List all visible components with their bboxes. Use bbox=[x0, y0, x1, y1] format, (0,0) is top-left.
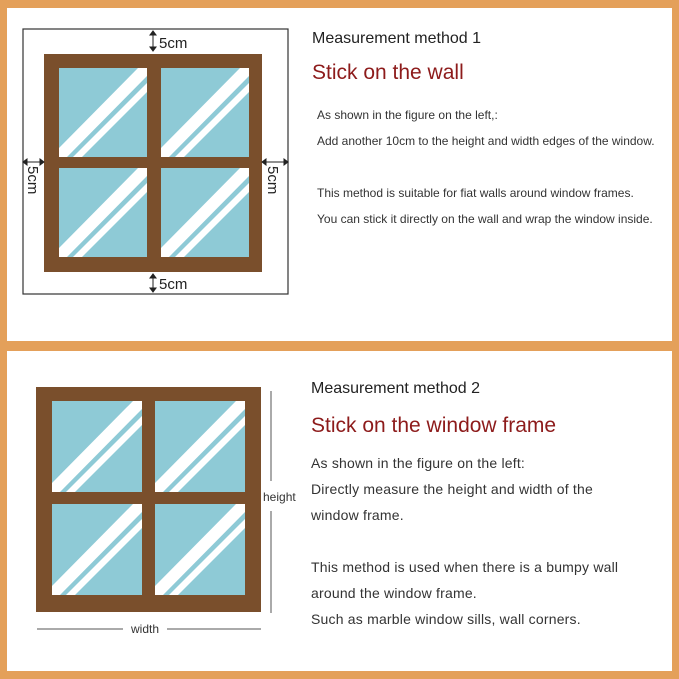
method-2-line-1: As shown in the figure on the left: bbox=[311, 455, 526, 471]
method-1-subtitle: Stick on the wall bbox=[312, 61, 464, 84]
glass-pane-top-right bbox=[161, 68, 249, 157]
method-2-line-3: window frame. bbox=[311, 507, 404, 523]
glass-pane-bottom-left bbox=[52, 504, 142, 595]
method-1-line-1: As shown in the figure on the left,: bbox=[317, 108, 498, 122]
width-label: width bbox=[131, 622, 160, 636]
glass-pane-bottom-left bbox=[59, 168, 147, 257]
glass-pane-bottom-right bbox=[161, 168, 249, 257]
method-1-line-4: You can stick it directly on the wall and wrap the window inside. bbox=[317, 212, 653, 226]
glass-pane-top-left bbox=[52, 401, 142, 492]
glass-pane-bottom-right bbox=[155, 504, 245, 595]
height-label: height bbox=[263, 490, 296, 504]
frame-window-diagram bbox=[7, 351, 307, 671]
dim-left-label: 5cm bbox=[24, 166, 41, 195]
dim-bottom-label: 5cm bbox=[159, 276, 188, 293]
dim-right-label: 5cm bbox=[264, 166, 281, 195]
method-1-line-2: Add another 10cm to the height and width edges of the window. bbox=[317, 134, 655, 148]
wall-window-diagram bbox=[7, 8, 307, 341]
method-2-title: Measurement method 2 bbox=[311, 380, 480, 397]
method-1-line-3: This method is suitable for fiat walls around window frames. bbox=[317, 186, 634, 200]
glass-pane-top-left bbox=[59, 68, 147, 157]
method-1-title: Measurement method 1 bbox=[312, 30, 481, 47]
method-2-line-5: around the window frame. bbox=[311, 585, 477, 601]
dim-top-label: 5cm bbox=[159, 35, 188, 52]
method-1-panel bbox=[7, 8, 672, 341]
glass-pane-top-right bbox=[155, 401, 245, 492]
method-2-subtitle: Stick on the window frame bbox=[311, 414, 557, 437]
method-2-line-4: This method is used when there is a bumpy wall bbox=[311, 559, 619, 575]
method-2-line-6: Such as marble window sills, wall corners. bbox=[311, 611, 581, 627]
method-2-panel bbox=[7, 351, 672, 671]
method-2-line-2: Directly measure the height and width of the bbox=[311, 481, 593, 497]
